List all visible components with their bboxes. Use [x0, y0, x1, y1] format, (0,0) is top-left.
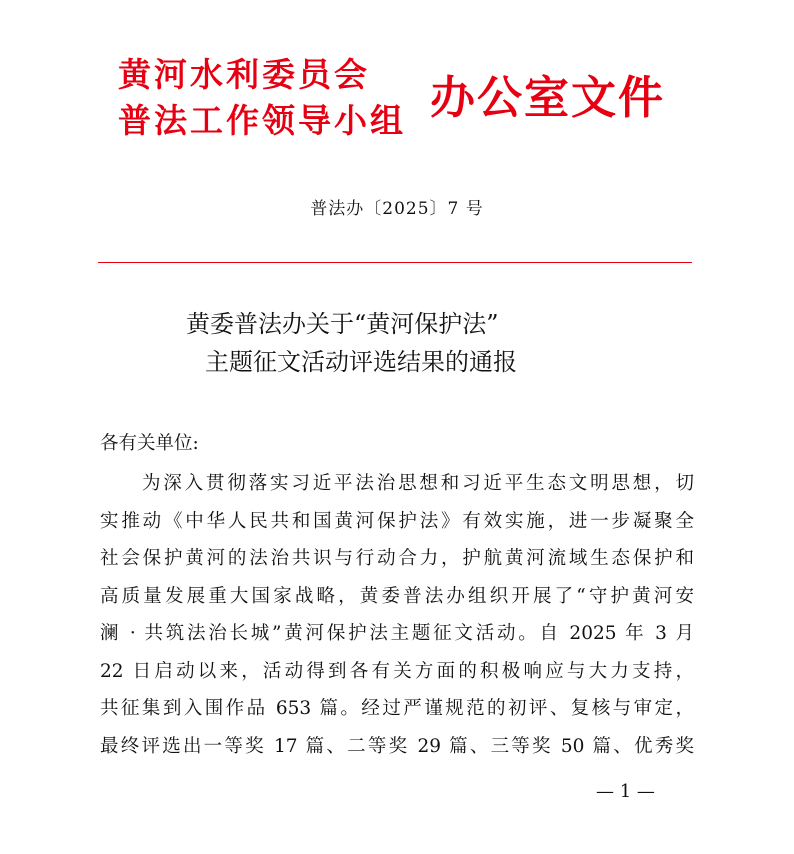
body-line: 社会保护黄河的法治共识与行动合力，护航黄河流域生态保护和 [100, 548, 694, 569]
red-divider-line [98, 262, 692, 263]
salutation: 各有关单位: [100, 433, 199, 454]
org-name-line-1: 黄河水利委员会 [118, 55, 370, 94]
body-line: 澜 · 共筑法治长城”黄河保护法主题征文活动。自 2025 年 3 月 [100, 623, 694, 644]
body-paragraph [100, 465, 694, 765]
body-line: 共征集到入围作品 653 篇。经过严谨规范的初评、复核与审定， [100, 698, 694, 719]
body-line: 实推动《中华人民共和国黄河保护法》有效实施，进一步凝聚全 [100, 510, 694, 532]
title-line-2: 主题征文活动评选结果的通报 [205, 348, 517, 376]
page-number: — 1 — [596, 781, 655, 802]
body-line: 高质量发展重大国家战略，黄委普法办组织开展了“守护黄河安 [100, 585, 694, 607]
title-line-1: 黄委普法办关于“黄河保护法” [186, 310, 499, 338]
issuing-organization [118, 52, 418, 144]
document-number: 普法办〔2025〕7 号 [310, 199, 484, 219]
document-type-title: 办公室文件 [430, 71, 666, 124]
org-name-line-2: 普法工作领导小组 [118, 101, 406, 140]
body-line: 为深入贯彻落实习近平法治思想和习近平生态文明思想，切 [142, 473, 694, 494]
body-line: 最终评选出一等奖 17 篇、二等奖 29 篇、三等奖 50 篇、优秀奖 [100, 735, 694, 757]
body-line: 22 日启动以来，活动得到各有关方面的积极响应与大力支持， [100, 660, 694, 682]
